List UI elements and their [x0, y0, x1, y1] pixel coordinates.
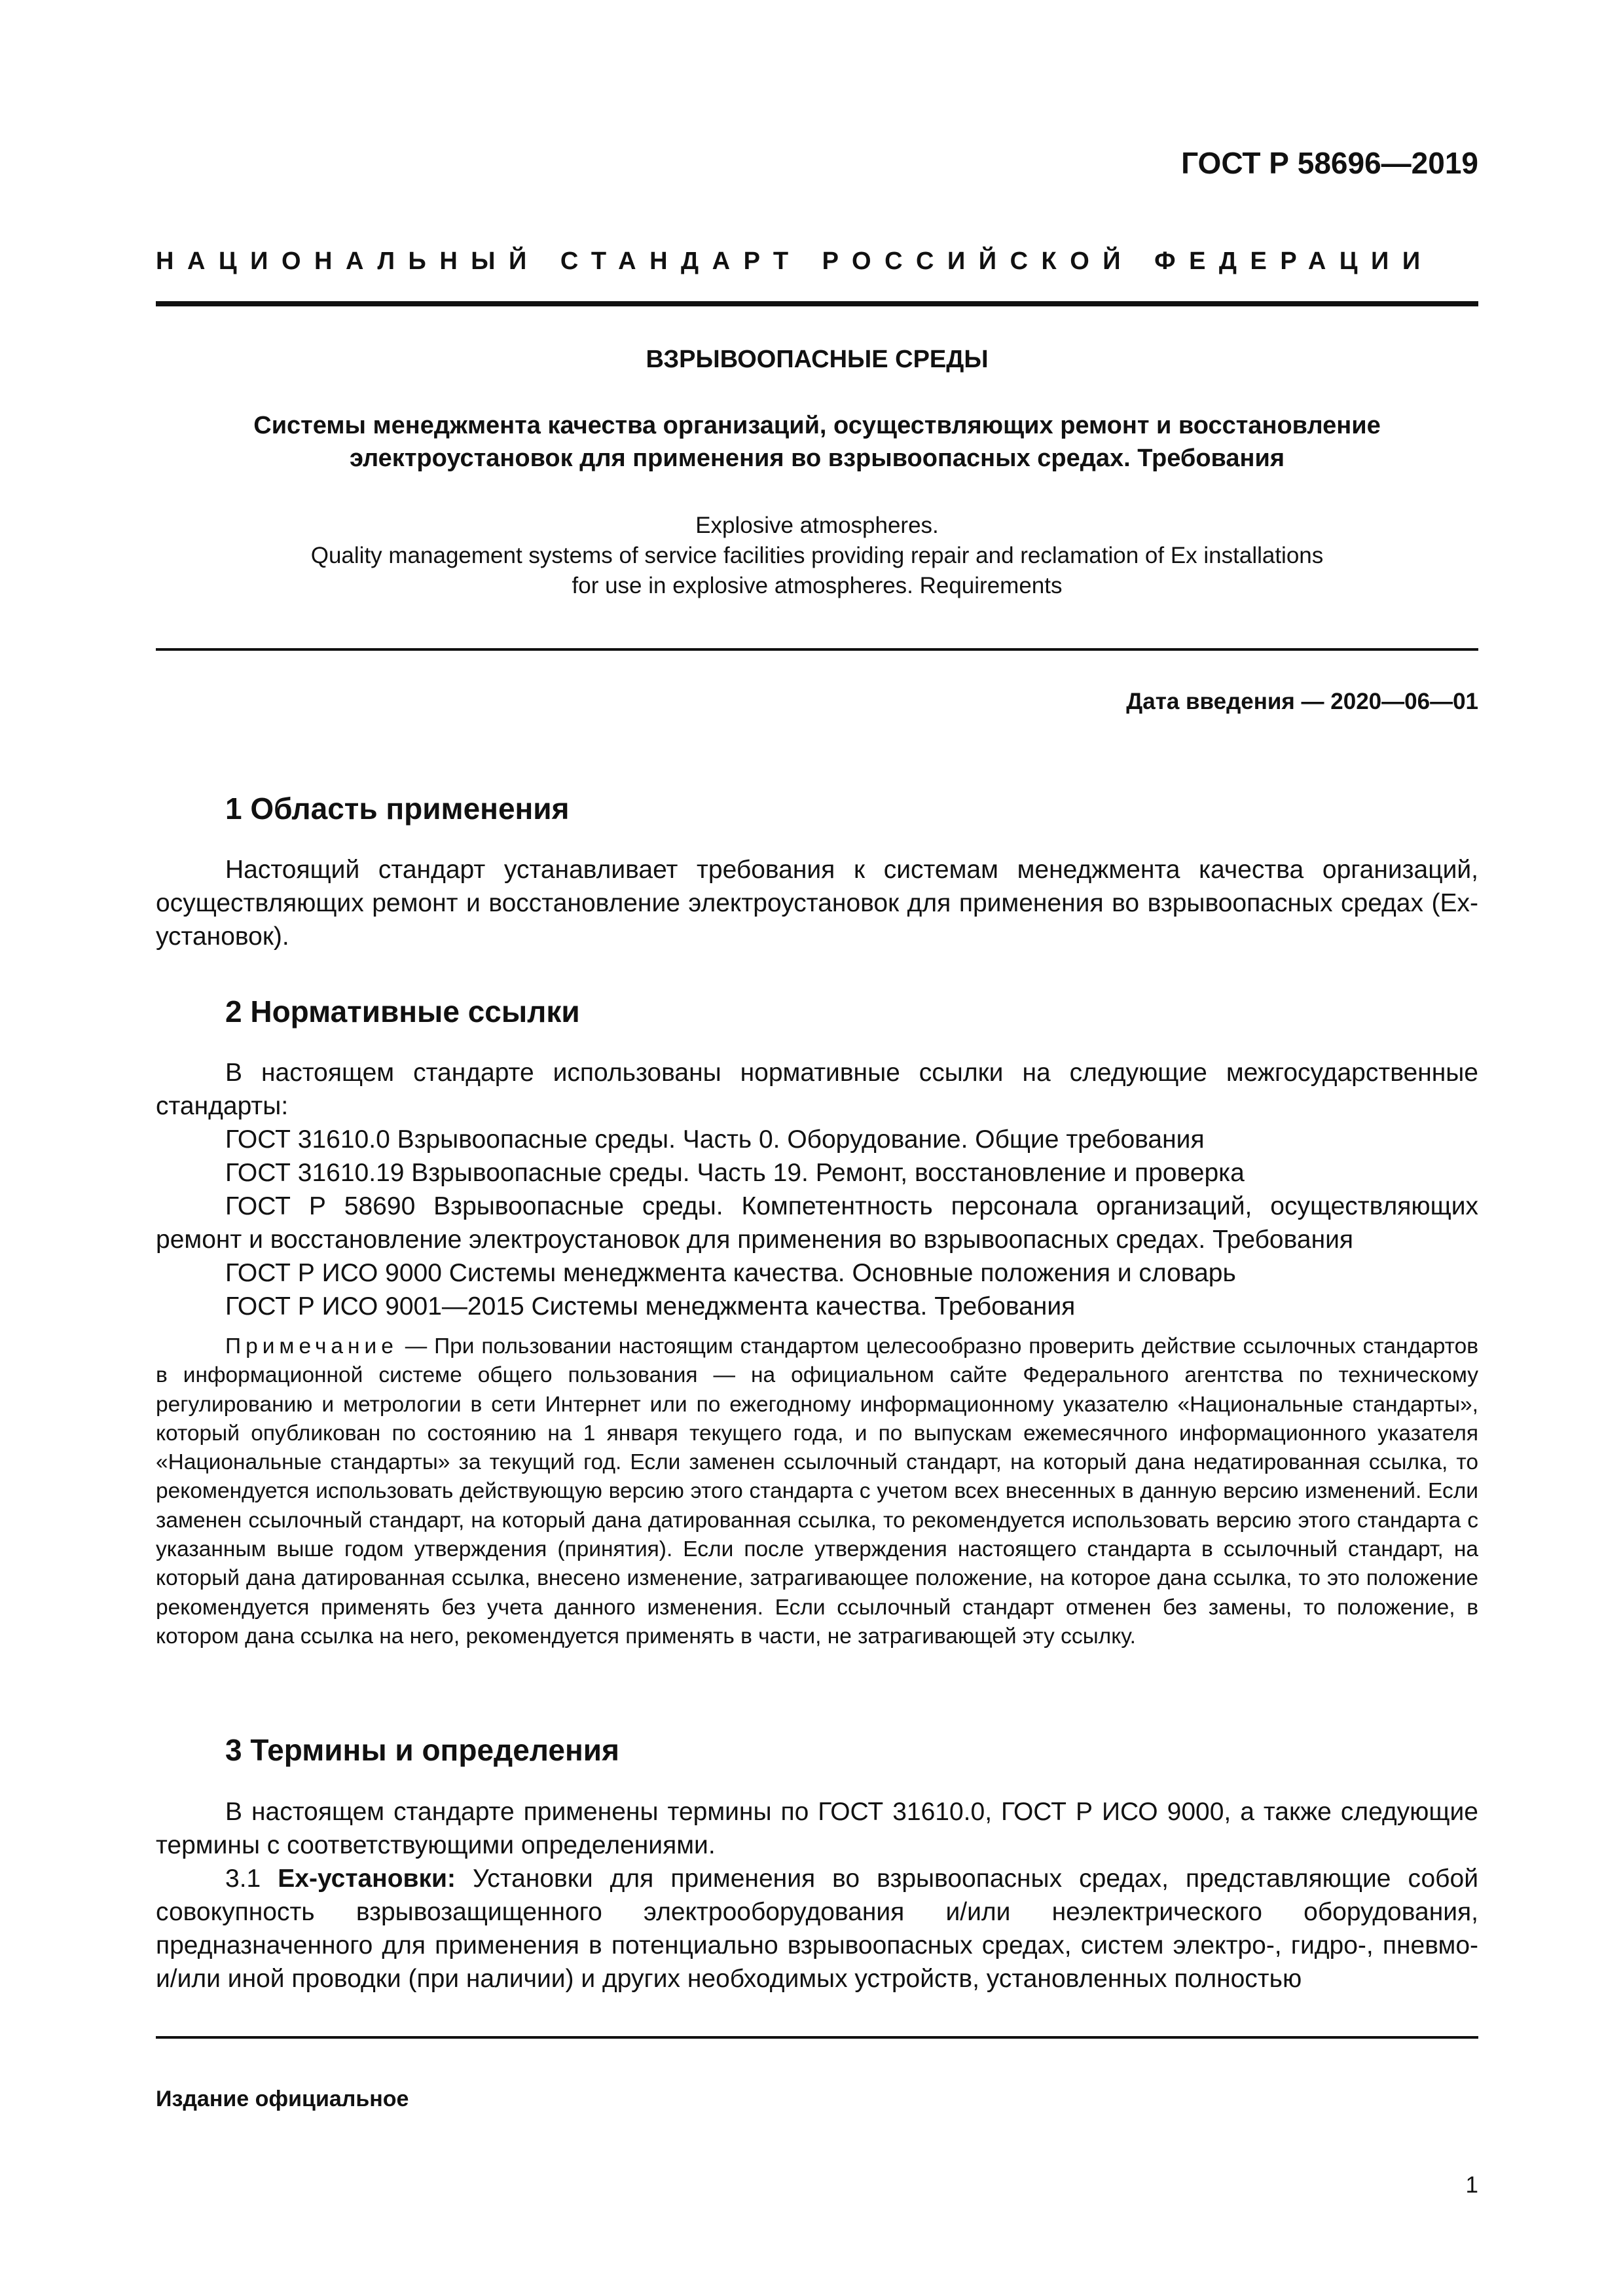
normative-reference: ГОСТ 31610.0 Взрывоопасные среды. Часть 0. Оборудование. Общие требования: [225, 1125, 1205, 1154]
note-text: — При пользовании настоящим стандартом целесообразно проверить действие ссылочных стандартов в информационной системе общего пользования — на официальном сайте Федерального агентства по техническому регулированию и метрологии в сети Интернет или по ежегодному информационному указателю «Национальные стандарты», который опубликован по состоянию на 1 января текущего года, и по выпускам ежемесячного информационного указателя «Национальные стандарты» за текущий год. Если заменен ссылочный стандарт, на который дана недатированная ссылка, то рекомендуется использовать действующую версию этого стандарта с учетом всех внесенных в данную версию изменений. Если заменен ссылочный стандарт, на который дана датированная ссылка, то рекомендуется использовать версию этого стандарта с указанным выше годом утверждения (принятия). Если после утверждения настоящего стандарта в ссылочный стандарт, на который дана датированная ссылка, внесено изменение, затрагивающее положение, на которое дана ссылка, то это положение рекомендуется применять без учета данного изменения. Если ссылочный стандарт отменен без замены, то положение, в котором дана ссылка на него, рекомендуется применять в части, не затрагивающей эту ссылку.: [156, 1334, 1478, 1649]
russian-title: [156, 409, 1478, 475]
definition-text: Установки для применения во взрывоопасных средах, представляющие собой совокупность взрывозащищенного электрооборудования и/или неэлектрического оборудования, предназначенного для применения в потенциально взрывоопасных средах, систем электро-, гидро-, пневмо- и/или иной проводки (при наличии) и других необходимых устройств, установленных полностью: [156, 1865, 1478, 1993]
normative-reference: ГОСТ Р ИСО 9001—2015 Системы менеджмента качества. Требования: [225, 1292, 1076, 1321]
english-title-line: for use in explosive atmospheres. Requirements: [572, 573, 1063, 598]
title-rule: [156, 648, 1478, 651]
section-2-intro: В настоящем стандарте использованы нормативные ссылки на следующие межгосударственные стандарты:: [156, 1059, 1478, 1120]
english-title: [156, 511, 1478, 601]
section-3-intro: В настоящем стандарте применены термины по ГОСТ 31610.0, ГОСТ Р ИСО 9000, а также следующие термины с соответствующими определениями.: [156, 1798, 1478, 1859]
standard-code: ГОСТ Р 58696—2019: [1181, 146, 1478, 180]
header-rule: [156, 301, 1478, 306]
russian-title-line: электроустановок для применения во взрывоопасных средах. Требования: [349, 445, 1285, 472]
english-title-line: Explosive atmospheres.: [695, 513, 939, 538]
document-topic: ВЗРЫВООПАСНЫЕ СРЕДЫ: [646, 346, 989, 373]
definition-3-1: [156, 1862, 1478, 1995]
section-1-text: Настоящий стандарт устанавливает требования к системам менеджмента качества организаций, осуществляющих ремонт и восстановление электроустановок для применения во взрывоопасных средах (Ex-установок).: [156, 856, 1478, 951]
normative-reference: ГОСТ Р ИСО 9000 Системы менеджмента качества. Основные положения и словарь: [225, 1259, 1236, 1287]
footer-rule: [156, 2036, 1478, 2039]
russian-title-line: Системы менеджмента качества организаций, осуществляющих ремонт и восстановление: [253, 412, 1381, 439]
introduction-date: Дата введения — 2020—06—01: [1126, 689, 1478, 714]
note-label: Примечание: [225, 1334, 398, 1358]
section-1-heading: 1 Область применения: [225, 792, 570, 826]
section-2-heading: 2 Нормативные ссылки: [225, 994, 580, 1029]
normative-reference: ГОСТ Р 58690 Взрывоопасные среды. Компетентность персонала организаций, осуществляющих ремонт и восстановление электроустановок для применения во взрывоопасных средах. Требования: [156, 1192, 1478, 1254]
definition-term: Ex-установки:: [278, 1865, 456, 1893]
document-page: [156, 0, 1478, 2296]
definition-number: 3.1: [225, 1865, 278, 1893]
reference-note: [156, 1332, 1478, 1651]
section-3-heading: 3 Термины и определения: [225, 1733, 619, 1767]
normative-reference: ГОСТ 31610.19 Взрывоопасные среды. Часть 19. Ремонт, восстановление и проверка: [225, 1159, 1245, 1187]
page-number: 1: [1465, 2172, 1478, 2198]
edition-label: Издание официальное: [156, 2086, 409, 2111]
english-title-line: Quality management systems of service facilities providing repair and reclamation of Ex installations: [310, 543, 1324, 568]
national-standard-title: НАЦИОНАЛЬНЫЙ СТАНДАРТ РОССИЙСКОЙ ФЕДЕРАЦИИ: [156, 247, 1434, 275]
